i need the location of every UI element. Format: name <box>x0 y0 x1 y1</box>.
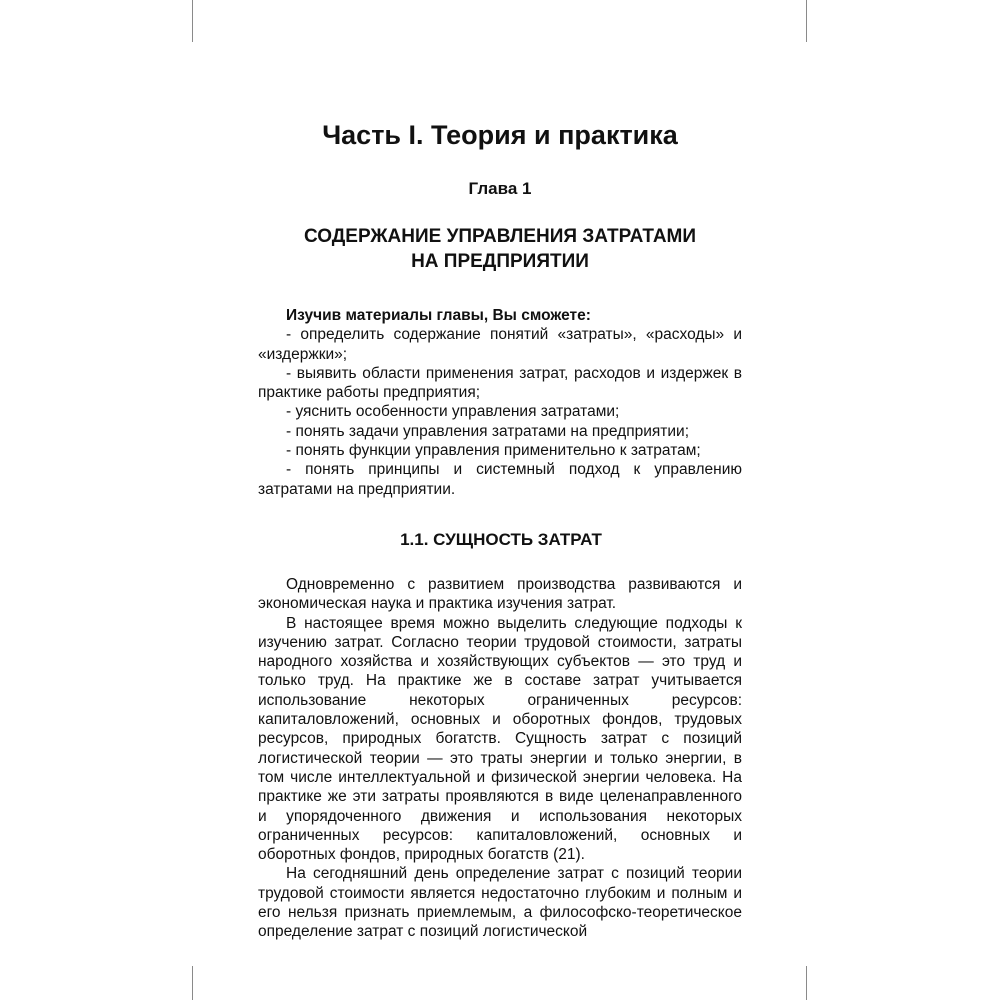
objective-item: - понять функции управления применительно к затратам; <box>286 442 701 460</box>
objective-item: - выявить области применения затрат, расходов и издержек в практике работы предприятия; <box>258 364 742 402</box>
learning-objectives <box>258 306 742 499</box>
objectives-list <box>258 325 742 499</box>
body-paragraph: Одновременно с развитием производства развиваются и экономическая наука и практика изучения затрат. <box>258 575 742 613</box>
objective-item: - понять задачи управления затратами на предприятии; <box>286 422 690 440</box>
body-paragraph: На сегодняшний день определение затрат с позиций теории трудовой стоимости является недостаточно глубоким и полным и его нельзя признать приемлемым, а философско-теоретическое определение затрат с позиций логистической <box>258 865 742 941</box>
book-page <box>258 110 742 942</box>
section-body <box>258 575 742 942</box>
crop-mark-top-left <box>192 0 193 42</box>
objective-item: - понять принципы и системный подход к управлению затратами на предприятии. <box>258 461 742 498</box>
crop-mark-top-right <box>806 0 807 42</box>
objective-item: - определить содержание понятий «затраты», «расходы» и «издержки»; <box>258 326 742 363</box>
chapter-title-line: СОДЕРЖАНИЕ УПРАВЛЕНИЯ ЗАТРАТАМИ <box>303 226 697 247</box>
objective-item: - уяснить особенности управления затратами; <box>286 403 620 421</box>
objectives-intro: Изучив материалы главы, Вы сможете: <box>286 307 591 324</box>
part-title: Часть I. Теория и практика <box>322 120 678 150</box>
chapter-title-line: НА ПРЕДПРИЯТИИ <box>411 251 589 272</box>
chapter-label: Глава 1 <box>468 179 532 198</box>
section-title: 1.1. СУЩНОСТЬ ЗАТРАТ <box>400 529 602 549</box>
body-paragraph: В настоящее время можно выделить следующие подходы к изучению затрат. Согласно теории трудовой стоимости, затраты народного хозяйства и хозяйствующих субъектов — это труд и только труд. На практике же в составе затрат учитывается использование некоторых ограниченных ресурсов: капиталовложений, основных и оборотных фондов, трудовых ресурсов, природных богатств. Сущность затрат с позиций логистической теории — это траты энергии и только энергии, в том числе интеллектуальной и физической энергии человека. На практике же эти затраты проявляются в виде целенаправленного и упорядоченного движения и использования некоторых ограниченных ресурсов: капиталовложений, основных и оборотных фондов, природных богатств (21). <box>258 614 742 864</box>
chapter-title <box>258 200 742 274</box>
crop-mark-bottom-left <box>192 966 193 1000</box>
crop-mark-bottom-right <box>806 966 807 1000</box>
